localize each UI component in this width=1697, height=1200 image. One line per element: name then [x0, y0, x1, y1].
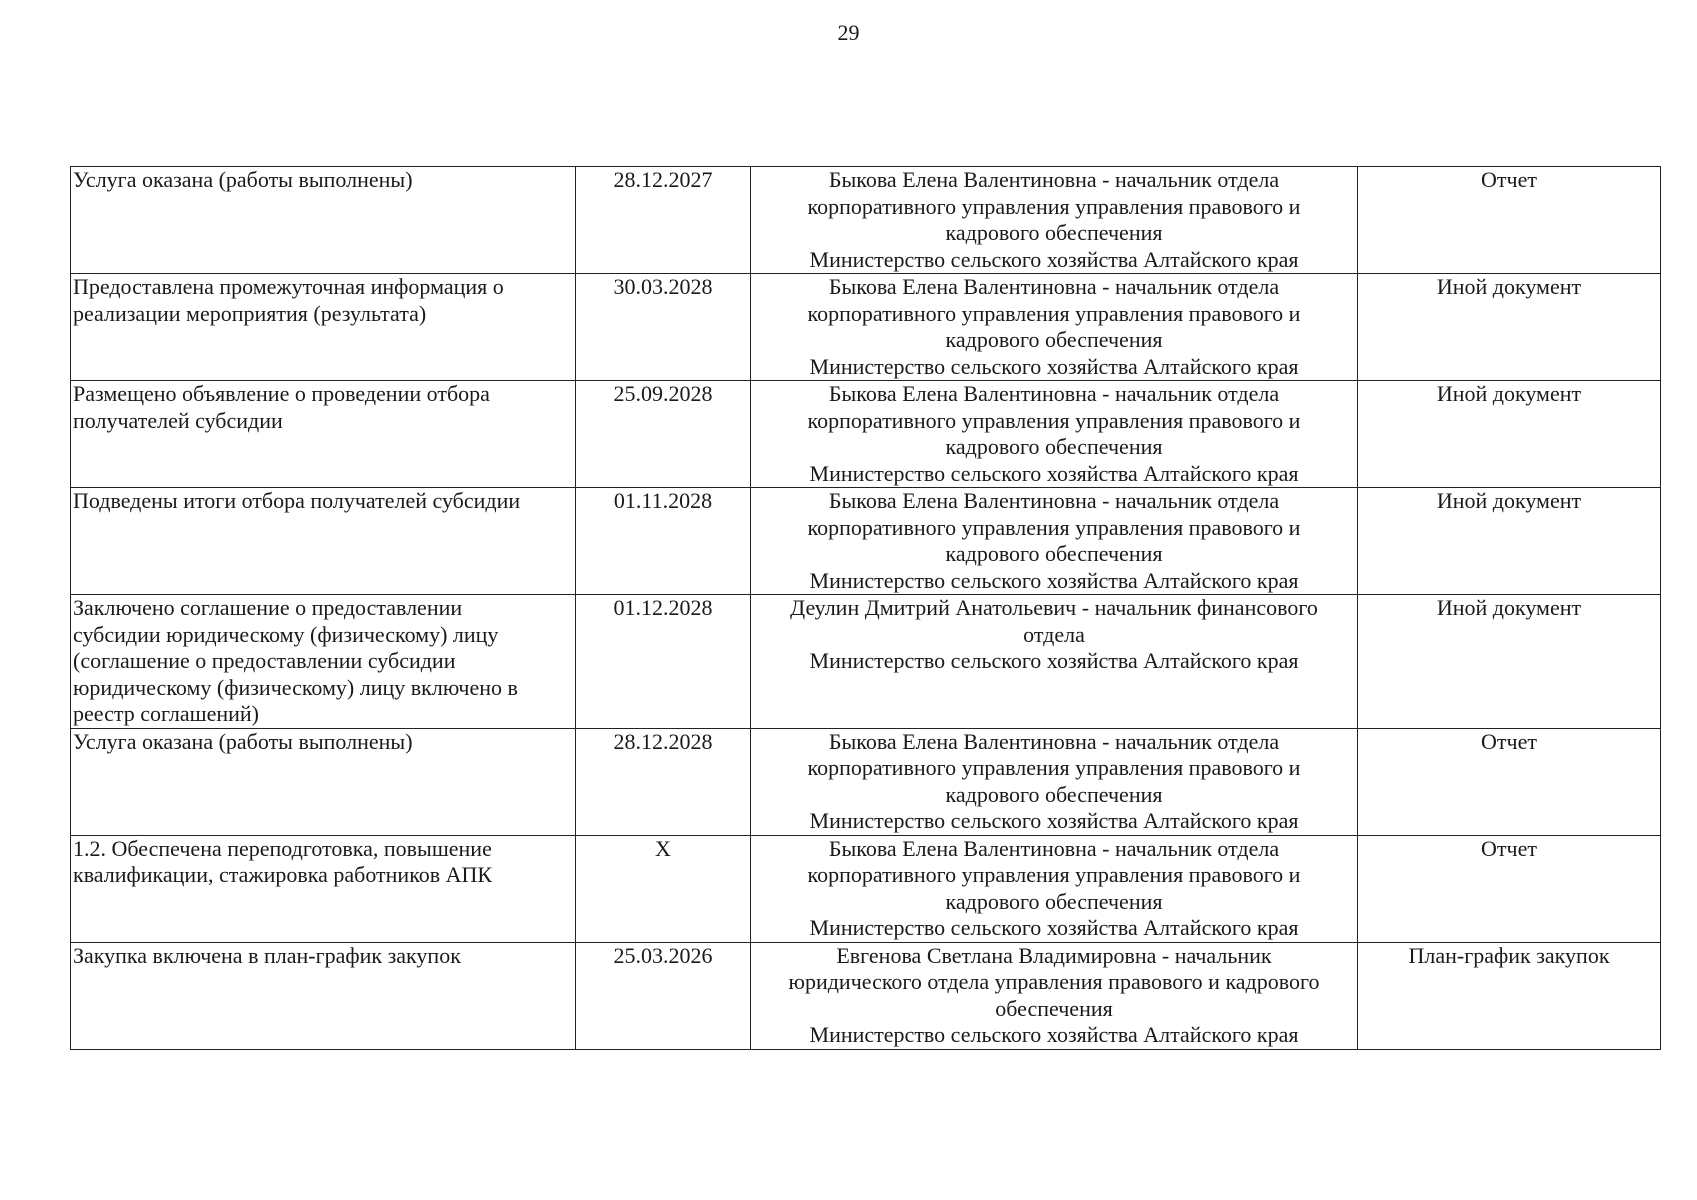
responsible-line: отдела — [1023, 621, 1085, 647]
responsible-line: корпоративного управления управления правового и — [807, 755, 1301, 780]
responsible-line: кадрового обеспечения — [945, 781, 1163, 807]
responsible-cell — [751, 835, 1358, 942]
table-row — [71, 728, 1661, 835]
document-type-cell: Иной документ — [1358, 488, 1661, 595]
event-name-cell — [71, 274, 576, 381]
date-cell: 30.03.2028 — [576, 274, 751, 381]
document-type-cell: Иной документ — [1358, 595, 1661, 729]
responsible-line: кадрового обеспечения — [945, 541, 1163, 566]
date-cell: 28.12.2027 — [576, 167, 751, 274]
responsible-cell — [751, 728, 1358, 835]
event-name-cell — [71, 728, 576, 835]
responsible-cell — [751, 942, 1358, 1049]
event-name-line: Подведены итоги отбора получателей субсидии — [73, 488, 521, 513]
responsible-line: Министерство сельского хозяйства Алтайского края — [809, 808, 1299, 833]
event-name-line: Заключено соглашение о предоставлении — [73, 595, 463, 620]
document-type-cell: План-график закупок — [1358, 942, 1661, 1049]
responsible-line: Быкова Елена Валентиновна - начальник отдела — [828, 488, 1280, 513]
event-name-line: Закупка включена в план-график закупок — [73, 942, 461, 968]
event-name-line: Услуга оказана (работы выполнены) — [73, 728, 413, 754]
event-name-line: Предоставлена промежуточная информация о — [73, 274, 504, 299]
responsible-line: корпоративного управления управления правового и — [807, 193, 1301, 219]
event-name-line: Размещено объявление о проведении отбора — [73, 381, 490, 406]
responsible-line: кадрового обеспечения — [945, 888, 1163, 914]
page-number: 29 — [837, 20, 860, 45]
responsible-line: Быкова Елена Валентиновна - начальник отдела — [828, 728, 1280, 754]
responsible-line: корпоративного управления управления правового и — [807, 407, 1301, 433]
document-type-cell: Отчет — [1358, 167, 1661, 274]
event-name-line: 1.2. Обеспечена переподготовка, повышение — [73, 835, 492, 861]
control-points-table — [70, 166, 1661, 1050]
event-name-cell — [71, 167, 576, 274]
document-type-cell: Отчет — [1358, 835, 1661, 942]
responsible-line: Министерство сельского хозяйства Алтайского края — [809, 246, 1299, 272]
event-name-cell — [71, 595, 576, 729]
responsible-line: кадрового обеспечения — [945, 220, 1163, 245]
responsible-line: Быкова Елена Валентиновна - начальник отдела — [828, 274, 1280, 299]
event-name-cell — [71, 835, 576, 942]
responsible-line: Быкова Елена Валентиновна - начальник отдела — [828, 381, 1280, 406]
table-body — [71, 167, 1661, 1050]
responsible-line: корпоративного управления управления правового и — [807, 300, 1301, 326]
table-row — [71, 595, 1661, 729]
event-name-cell — [71, 942, 576, 1049]
date-cell: X — [576, 835, 751, 942]
responsible-line: корпоративного управления управления правового и — [807, 514, 1301, 540]
event-name-cell — [71, 488, 576, 595]
date-cell: 01.12.2028 — [576, 595, 751, 729]
responsible-cell — [751, 381, 1358, 488]
date-cell: 25.03.2026 — [576, 942, 751, 1049]
responsible-line: корпоративного управления управления правового и — [807, 862, 1301, 887]
event-name-line: (соглашение о предоставлении субсидии — [73, 648, 456, 673]
event-name-line: реализации мероприятия (результата) — [73, 300, 427, 326]
responsible-line: Евгенова Светлана Владимировна - начальник — [836, 942, 1272, 968]
responsible-line: Министерство сельского хозяйства Алтайского края — [809, 353, 1299, 379]
responsible-line: Быкова Елена Валентиновна - начальник отдела — [828, 835, 1280, 861]
responsible-cell — [751, 488, 1358, 595]
document-type-cell: Иной документ — [1358, 274, 1661, 381]
responsible-cell — [751, 595, 1358, 729]
event-name-line: получателей субсидии — [73, 407, 283, 433]
responsible-cell — [751, 274, 1358, 381]
responsible-line: Министерство сельского хозяйства Алтайского края — [809, 648, 1299, 673]
responsible-line: кадрового обеспечения — [945, 434, 1163, 459]
table-row — [71, 942, 1661, 1049]
responsible-cell — [751, 167, 1358, 274]
table-row — [71, 167, 1661, 274]
date-cell: 28.12.2028 — [576, 728, 751, 835]
responsible-line: Министерство сельского хозяйства Алтайского края — [809, 1022, 1299, 1047]
responsible-line: Министерство сельского хозяйства Алтайского края — [809, 915, 1299, 940]
event-name-line: квалификации, стажировка работников АПК — [73, 862, 493, 887]
responsible-line: юридического отдела управления правового и кадрового — [788, 969, 1320, 994]
event-name-line: юридическому (физическому) лицу включено в — [73, 674, 518, 700]
responsible-line: Министерство сельского хозяйства Алтайского края — [809, 460, 1299, 486]
date-cell: 25.09.2028 — [576, 381, 751, 488]
responsible-line: обеспечения — [995, 995, 1113, 1021]
document-type-cell: Иной документ — [1358, 381, 1661, 488]
event-name-line: субсидии юридическому (физическому) лицу — [73, 621, 499, 647]
date-cell: 01.11.2028 — [576, 488, 751, 595]
document-type-cell: Отчет — [1358, 728, 1661, 835]
table-row — [71, 274, 1661, 381]
table-row — [71, 488, 1661, 595]
responsible-line: Быкова Елена Валентиновна - начальник отдела — [828, 167, 1280, 192]
responsible-line: кадрового обеспечения — [945, 327, 1163, 352]
table-row — [71, 381, 1661, 488]
responsible-line: Министерство сельского хозяйства Алтайского края — [809, 567, 1299, 593]
event-name-line: реестр соглашений) — [73, 701, 259, 726]
event-name-line: Услуга оказана (работы выполнены) — [73, 167, 413, 192]
responsible-line: Деулин Дмитрий Анатольевич - начальник финансового — [790, 595, 1318, 620]
table-row — [71, 835, 1661, 942]
event-name-cell — [71, 381, 576, 488]
